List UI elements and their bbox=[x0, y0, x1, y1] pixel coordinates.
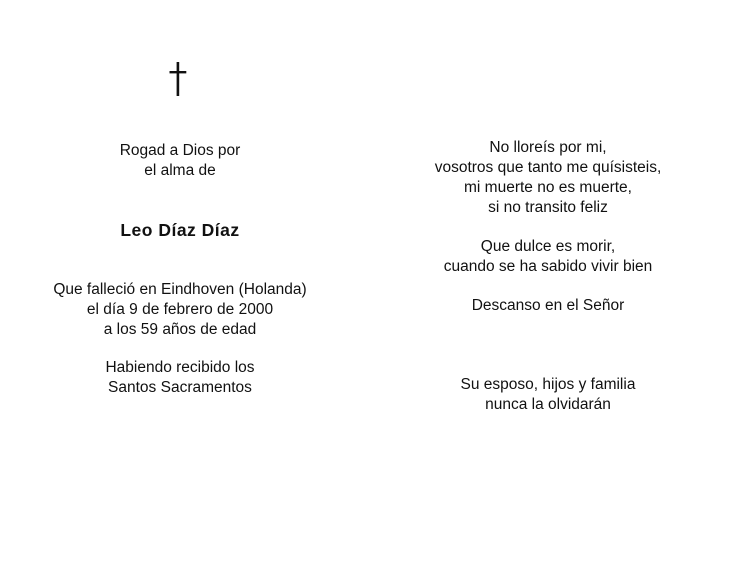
poem-line: No lloreís por mi, bbox=[489, 139, 607, 156]
intro-line: Rogad a Dios por bbox=[119, 142, 241, 159]
poem-line: si no transito feliz bbox=[488, 199, 608, 216]
family-line: nunca la olvidarán bbox=[485, 396, 611, 413]
sacraments-line: Habiendo recibido los bbox=[105, 359, 255, 376]
deceased-name: Leo Díaz Díaz bbox=[120, 220, 240, 240]
death-details-block bbox=[28, 280, 332, 340]
death-place-line: Que falleció en Eindhoven (Holanda) bbox=[53, 281, 307, 298]
saying-line: Que dulce es morir, bbox=[480, 238, 616, 255]
sacraments-block bbox=[28, 358, 332, 398]
family-block bbox=[398, 375, 698, 415]
poem-block bbox=[398, 138, 698, 218]
rest-block bbox=[398, 296, 698, 316]
poem-line: mi muerte no es muerte, bbox=[464, 179, 632, 196]
age-line: a los 59 años de edad bbox=[103, 321, 257, 338]
intro-block bbox=[28, 141, 332, 181]
saying-block bbox=[398, 237, 698, 277]
sacraments-line: Santos Sacramentos bbox=[108, 379, 252, 396]
intro-line: el alma de bbox=[144, 162, 216, 179]
name-block bbox=[28, 219, 332, 241]
poem-line: vosotros que tanto me quísisteis, bbox=[434, 159, 662, 176]
cross-icon bbox=[168, 62, 188, 96]
saying-line: cuando se ha sabido vivir bien bbox=[443, 258, 653, 275]
death-date-line: el día 9 de febrero de 2000 bbox=[86, 301, 274, 318]
rest-line: Descanso en el Señor bbox=[471, 297, 625, 314]
family-line: Su esposo, hijos y familia bbox=[460, 376, 636, 393]
